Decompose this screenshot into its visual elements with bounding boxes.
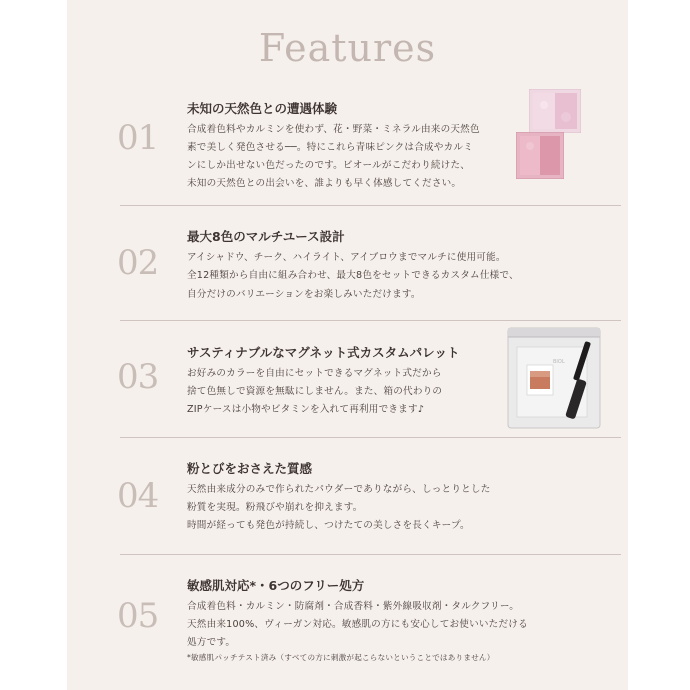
feature-number-03: 03 bbox=[117, 357, 159, 397]
feature-text-line: 全12種類から自由に組み合わせ、最大8色をセットできるカスタム仕様で、 bbox=[187, 270, 519, 281]
feature-text-line: 天然由来100%、ヴィーガン対応。敏感肌の方にも安心してお使いいただける bbox=[187, 619, 528, 630]
feature-text-line: ンにしか出せない色だったのです。ビオールがこだわり続けた、 bbox=[187, 160, 471, 171]
feature-title-01: 未知の天然色との遭遇体験 bbox=[187, 101, 338, 116]
feature-text-line: お好みのカラーを自由にセットできるマグネット式だから bbox=[187, 368, 442, 379]
feature-text-line: 処方です。 bbox=[187, 637, 236, 648]
zip-case-palette-image bbox=[507, 327, 601, 429]
feature-title-03: サスティナブルなマグネット式カスタムパレット bbox=[187, 345, 460, 360]
rose-eyeshadow-image bbox=[516, 132, 564, 179]
feature-text-line: 粉質を実現。粉飛びや崩れを抑えます。 bbox=[187, 502, 363, 513]
feature-number-04: 04 bbox=[117, 476, 159, 516]
feature-number-02: 02 bbox=[117, 243, 159, 283]
feature-number-01: 01 bbox=[117, 118, 159, 158]
feature-number-05: 05 bbox=[117, 596, 159, 636]
palette-brand-label: BIOL bbox=[553, 359, 565, 365]
feature-text-line: 合成着色料やカルミンを使わず、花・野菜・ミネラル由来の天然色 bbox=[187, 124, 480, 135]
feature-text-line: 自分だけのバリエーションをお楽しみいただけます。 bbox=[187, 289, 421, 300]
feature-text-line: 時間が経っても発色が持続し、つけたての美しさを長くキープ。 bbox=[187, 520, 470, 531]
feature-title-02: 最大8色のマルチユース設計 bbox=[187, 229, 345, 244]
section-divider bbox=[120, 205, 621, 206]
feature-text-line: 捨て色無しで資源を無駄にしません。また、箱の代わりの bbox=[187, 386, 443, 397]
feature-text-line: 合成着色料・カルミン・防腐剤・合成香料・紫外線吸収剤・タルクフリー。 bbox=[187, 601, 520, 612]
feature-title-04: 粉とびをおさえた質感 bbox=[187, 461, 313, 476]
feature-text-line: アイシャドウ、チーク、ハイライト、アイブロウまでマルチに使用可能。 bbox=[187, 252, 506, 263]
features-panel bbox=[67, 0, 628, 690]
feature-text-line: ZIPケースは小物やビタミンを入れて再利用できます♪ bbox=[187, 404, 425, 415]
feature-text-line: 未知の天然色との出会いを、誰よりも早く体感してください。 bbox=[187, 178, 462, 189]
section-divider bbox=[120, 554, 621, 555]
feature-title-05: 敏感肌対応*・6つのフリー処方 bbox=[187, 578, 365, 593]
section-divider bbox=[120, 437, 621, 438]
page-title: Features bbox=[258, 26, 437, 70]
feature-text-line: 天然由来成分のみで作られたパウダーでありながら、しっとりとした bbox=[187, 484, 491, 495]
feature-text-line: 素で美しく発色させる──。特にこれら青味ピンクは合成やカルミ bbox=[187, 142, 473, 153]
pink-eyeshadow-image bbox=[529, 89, 581, 133]
footnote: *敏感肌パッチテスト済み（すべての方に刺激が起こらないということではありません） bbox=[187, 653, 495, 662]
section-divider bbox=[120, 320, 621, 321]
